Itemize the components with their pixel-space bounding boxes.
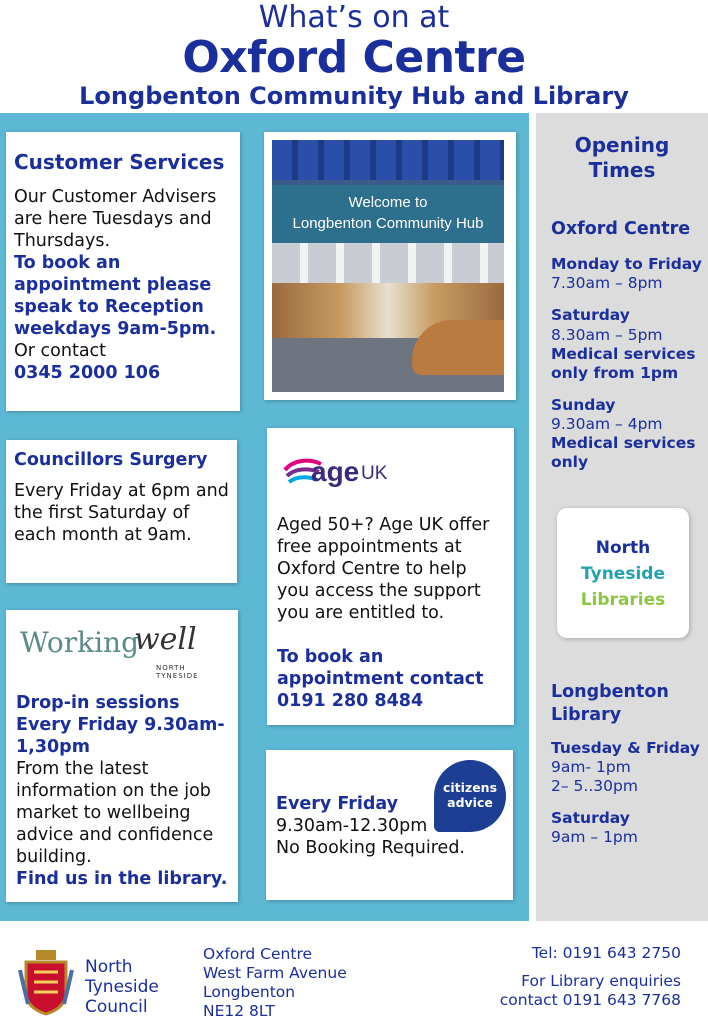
header-subtitle: What’s on at xyxy=(258,0,450,35)
working-well-logo-working: Working xyxy=(20,626,139,659)
citizens-advice-card xyxy=(266,750,513,900)
longbenton-library-title xyxy=(551,681,669,727)
longbenton-title-line1: Longbenton xyxy=(551,682,669,702)
sign-line2: Longbenton Community Hub xyxy=(292,215,484,232)
council-crest-icon xyxy=(18,948,74,1022)
age-uk-text: Aged 50+? Age UK offer free appointments at Oxford Centre to help you access the support you are entitled to. xyxy=(277,515,490,623)
library-contact-line2: contact 0191 643 7768 xyxy=(499,991,681,1009)
customer-services-or-contact: Or contact xyxy=(14,341,107,361)
saturday-time: 8.30am – 5pm xyxy=(551,326,663,344)
councillors-surgery-title: Councillors Surgery xyxy=(14,450,208,470)
council-name xyxy=(85,957,159,1017)
footer-tel: Tel: 0191 643 2750 xyxy=(531,944,681,962)
oxford-centre-hours-title: Oxford Centre xyxy=(551,219,691,239)
age-uk-card xyxy=(267,428,514,725)
opening-times-title-line2: Times xyxy=(588,158,656,182)
library-saturday-time: 9am – 1pm xyxy=(551,828,638,846)
library-contact-line1: For Library enquiries xyxy=(521,972,681,990)
sunday-label: Sunday xyxy=(551,396,616,414)
opening-times-title-line1: Opening xyxy=(574,133,670,157)
opening-times-title xyxy=(536,133,708,183)
customer-services-card xyxy=(6,132,240,411)
sunday-time: 9.30am – 4pm xyxy=(551,415,663,433)
hub-photo xyxy=(264,132,516,400)
saturday-label: Saturday xyxy=(551,306,630,324)
weekday-label: Monday to Friday xyxy=(551,255,702,273)
libraries-logo-line2: Tyneside xyxy=(581,564,665,584)
sign-line1: Welcome to xyxy=(348,194,428,211)
venue-name: Longbenton Community Hub and Library xyxy=(79,82,629,110)
councillors-surgery-text: Every Friday at 6pm and the first Saturday of each month at 9am. xyxy=(14,481,229,545)
citizens-advice-day: Every Friday xyxy=(276,794,399,814)
councillors-surgery-card xyxy=(6,440,237,583)
working-well-dropin: Drop-in sessions Every Friday 9.30am-1,30pm xyxy=(16,693,225,757)
citizens-advice-logo-line2: advice xyxy=(447,795,493,810)
council-line3: Council xyxy=(85,997,148,1017)
customer-services-phone: 0345 2000 106 xyxy=(14,363,161,383)
council-line2: Tyneside xyxy=(85,977,159,997)
library-saturday-label: Saturday xyxy=(551,809,630,827)
address-line1: Oxford Centre xyxy=(203,945,313,963)
age-uk-logo-age: age xyxy=(311,456,360,487)
footer-library-contact xyxy=(500,972,681,1010)
citizens-advice-time: 9.30am-12.30pm xyxy=(276,816,428,836)
page-title: Oxford Centre xyxy=(182,32,526,83)
sunday-note: Medical services only xyxy=(551,434,696,471)
north-tyneside-libraries-logo xyxy=(557,508,689,638)
customer-services-title: Customer Services xyxy=(14,150,225,174)
weekday-time: 7.30am – 8pm xyxy=(551,274,663,292)
footer-address xyxy=(203,945,347,1021)
working-well-card xyxy=(6,610,238,902)
saturday-note: Medical services only from 1pm xyxy=(551,345,696,382)
tue-fri-label: Tuesday & Friday xyxy=(551,739,700,757)
address-line4: NE12 8LT xyxy=(203,1002,275,1020)
working-well-logo-sub: NORTH TYNESIDE xyxy=(156,664,199,680)
address-line3: Longbenton xyxy=(203,983,296,1001)
tue-fri-time-1: 9am- 1pm xyxy=(551,758,631,776)
customer-services-text: Our Customer Advisers are here Tuesdays and Thursdays. xyxy=(14,187,217,251)
tue-fri-time-2: 2– 5..30pm xyxy=(551,777,638,795)
hub-photo-image xyxy=(272,140,504,392)
age-uk-logo-uk: UK xyxy=(361,463,388,484)
libraries-logo-line3: Libraries xyxy=(580,590,666,610)
citizens-advice-logo-line1: citizens xyxy=(442,780,498,795)
council-line1: North xyxy=(85,957,133,977)
age-uk-booking: To book an appointment contact 0191 280 8484 xyxy=(277,647,484,711)
age-uk-logo xyxy=(277,438,504,504)
working-well-logo xyxy=(16,622,228,682)
citizens-advice-note: No Booking Required. xyxy=(276,838,465,858)
address-line2: West Farm Avenue xyxy=(203,964,347,982)
working-well-find: Find us in the library. xyxy=(16,869,228,889)
longbenton-title-line2: Library xyxy=(551,705,622,725)
customer-services-booking: To book an appointment please speak to Reception weekdays 9am-5pm. xyxy=(14,253,217,339)
libraries-logo-line1: North xyxy=(595,538,651,558)
working-well-logo-well: well xyxy=(134,622,197,657)
working-well-text: From the latest information on the job market to wellbeing advice and confidence building. xyxy=(16,759,214,867)
